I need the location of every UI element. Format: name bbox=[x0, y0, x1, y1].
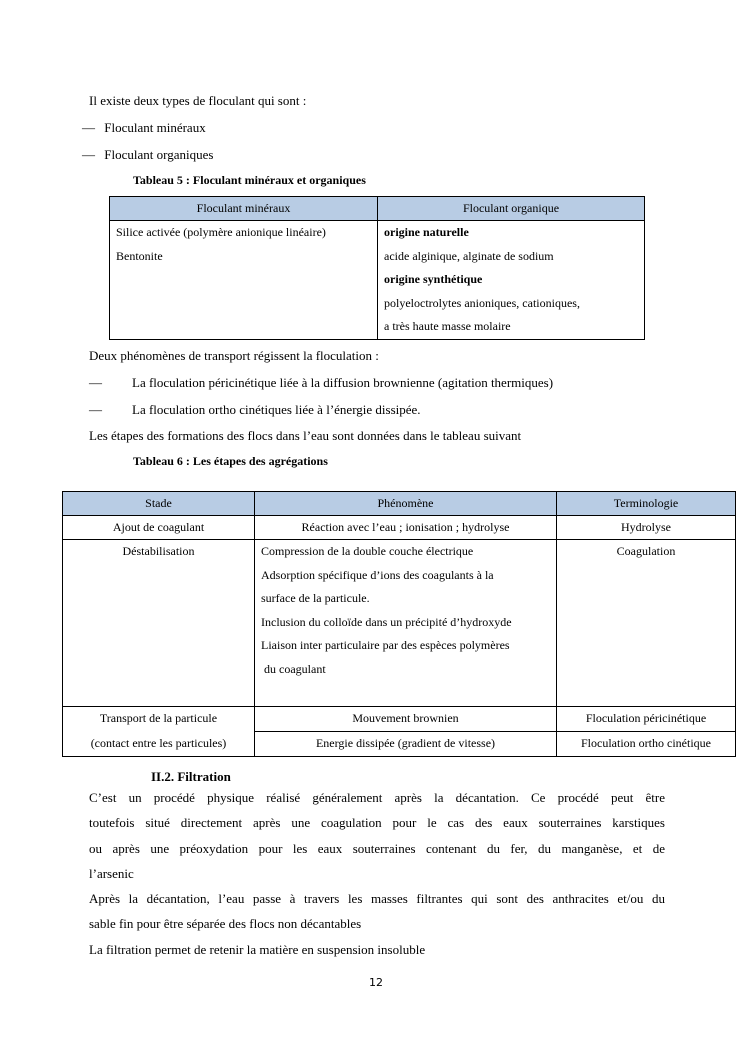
organic-item: polyeloctrolytes anioniques, cationiques, bbox=[384, 295, 580, 310]
table5-header-mineral: Floculant minéraux bbox=[110, 197, 378, 221]
phenomene-line: Compression de la double couche électrique bbox=[261, 544, 474, 558]
table6-header-stade: Stade bbox=[63, 492, 255, 516]
paragraph-line: Après la décantation, l’eau passe à travers les masses filtrantes qui sont des anthracites et/ou du bbox=[89, 891, 665, 907]
table6-header-terminologie: Terminologie bbox=[557, 492, 736, 516]
row3-terminologie-1: Floculation péricinétique bbox=[557, 707, 736, 732]
mineral-item: Bentonite bbox=[116, 248, 163, 263]
row2-phenomene bbox=[255, 540, 557, 707]
paragraph-line: C’est un procédé physique réalisé généralement après la décantation. Ce procédé peut être bbox=[89, 790, 665, 805]
transport-item-text: La floculation ortho cinétiques liée à l’énergie dissipée. bbox=[132, 402, 421, 417]
row2-stade: Déstabilisation bbox=[63, 540, 255, 707]
row3-terminologie-2: Floculation ortho cinétique bbox=[557, 732, 736, 757]
intro-sentence: Il existe deux types de floculant qui sont : bbox=[89, 93, 307, 108]
paragraph-line: l’arsenic bbox=[89, 865, 134, 881]
phenomene-line: Liaison inter particulaire par des espèces polymères bbox=[261, 638, 510, 652]
dash-marker: — bbox=[82, 120, 95, 135]
table5-caption: Tableau 5 : Floculant minéraux et organiques bbox=[133, 173, 366, 187]
organic-item: origine naturelle bbox=[384, 225, 469, 239]
transport-item bbox=[89, 402, 421, 418]
dash-marker: — bbox=[89, 375, 102, 390]
paragraph-line: sable fin pour être séparée des flocs non décantables bbox=[89, 916, 362, 932]
organic-item: origine synthétique bbox=[384, 272, 483, 286]
stade-line: Transport de la particule bbox=[99, 711, 218, 725]
table5-organic-cell bbox=[378, 221, 645, 340]
phenomene-line: surface de la particule. bbox=[261, 591, 370, 605]
phenomene-line: du coagulant bbox=[261, 661, 326, 676]
table5-header-organic: Floculant organique bbox=[378, 197, 645, 221]
phenomene-line: Adsorption spécifique d’ions des coagulants à la bbox=[261, 567, 494, 582]
table5 bbox=[109, 196, 645, 340]
row1-phenomene: Réaction avec l’eau ; ionisation ; hydrolyse bbox=[255, 516, 557, 540]
dash-marker: — bbox=[89, 402, 102, 417]
bullet-organic bbox=[82, 147, 213, 163]
transport-intro: Deux phénomènes de transport régissent la floculation : bbox=[89, 348, 379, 363]
row1-stade: Ajout de coagulant bbox=[63, 516, 255, 540]
row1-terminologie: Hydrolyse bbox=[557, 516, 736, 540]
stade-line: (contact entre les particules) bbox=[90, 736, 227, 750]
bullet-text: Floculant minéraux bbox=[104, 120, 206, 135]
row3-phenomene-2: Energie dissipée (gradient de vitesse) bbox=[255, 732, 557, 757]
table5-mineral-cell bbox=[110, 221, 378, 340]
organic-item: acide alginique, alginate de sodium bbox=[384, 248, 554, 263]
phenomene-line: Inclusion du colloïde dans un précipité d’hydroxyde bbox=[261, 614, 512, 629]
paragraph-line: toutefois situé directement après une coagulation pour le cas des eaux souterraines karstiques bbox=[89, 815, 665, 831]
row3-stade bbox=[63, 707, 255, 757]
organic-item: a très haute masse molaire bbox=[384, 319, 511, 333]
filtration-heading: II.2. Filtration bbox=[151, 769, 231, 784]
table6-header-phenomene: Phénomène bbox=[255, 492, 557, 516]
bullet-mineral bbox=[82, 120, 206, 136]
page-number: 12 bbox=[369, 976, 383, 989]
transport-item bbox=[89, 375, 554, 391]
row2-terminologie: Coagulation bbox=[557, 540, 736, 707]
row3-phenomene-1: Mouvement brownien bbox=[255, 707, 557, 732]
transport-item-text: La floculation péricinétique liée à la diffusion brownienne (agitation thermiques) bbox=[132, 375, 554, 390]
paragraph-line: ou après une préoxydation pour les eaux souterraines contenant du fer, du manganèse, et de bbox=[89, 840, 665, 856]
filtration-paragraph-1 bbox=[89, 785, 665, 962]
bullet-text: Floculant organiques bbox=[104, 147, 214, 162]
mineral-item: Silice activée (polymère anionique linéaire) bbox=[116, 225, 326, 239]
paragraph-line: La filtration permet de retenir la matière en suspension insoluble bbox=[89, 941, 426, 957]
table6-caption: Tableau 6 : Les étapes des agrégations bbox=[133, 454, 328, 468]
table6 bbox=[62, 491, 736, 757]
steps-intro: Les étapes des formations des flocs dans l’eau sont données dans le tableau suivant bbox=[89, 428, 522, 443]
dash-marker: — bbox=[82, 147, 95, 162]
